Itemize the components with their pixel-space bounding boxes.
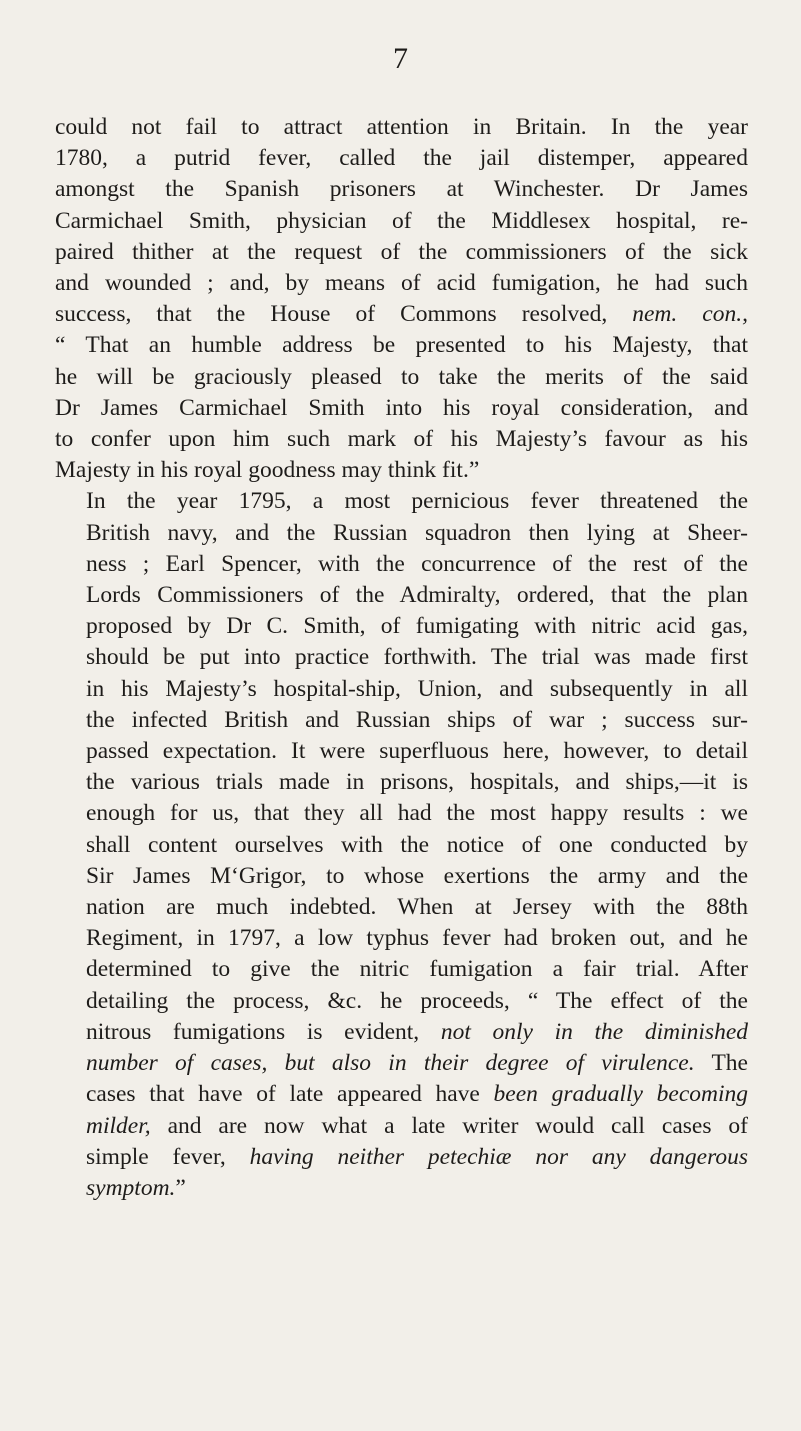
text-line: paired thither at the request of the commissioners of the sick	[55, 238, 748, 265]
text-line: 1780, a putrid fever, called the jail distemper, appeared	[55, 145, 748, 172]
italic-fragment: having neither petechiæ nor any dangerous	[249, 1143, 749, 1170]
text-line	[55, 1111, 748, 1142]
body-text	[55, 112, 748, 1204]
text-fragment: The	[711, 1050, 748, 1077]
text-fragment: and are now what a late writer would call cases of	[167, 1112, 748, 1139]
text-line: British navy, and the Russian squadron then lying at Sheer-	[86, 519, 748, 546]
text-line: Regiment, in 1797, a low typhus fever had broken out, and he	[86, 925, 748, 952]
text-line: amongst the Spanish prisoners at Winchester. Dr James	[55, 176, 748, 203]
text-line: detailing the process, &c. he proceeds, “ The effect of the	[86, 987, 748, 1014]
page-number: 7	[393, 42, 408, 75]
paragraph-1	[55, 112, 748, 486]
text-line	[55, 299, 748, 330]
text-line: should be put into practice forthwith. The trial was made first	[86, 644, 748, 671]
text-line: to confer upon him such mark of his Majesty’s favour as his	[55, 426, 748, 453]
text-line: the infected British and Russian ships of war ; success sur-	[86, 706, 748, 733]
text-line: Dr James Carmichael Smith into his royal consideration, and	[55, 394, 748, 421]
text-fragment: ”	[175, 1174, 186, 1201]
text-line: enough for us, that they all had the most happy results : we	[86, 800, 748, 827]
text-line: the various trials made in prisons, hospitals, and ships,—it is	[86, 769, 748, 796]
text-line: could not fail to attract attention in Britain. In the year	[55, 114, 748, 140]
italic-fragment: been gradually becoming	[493, 1081, 748, 1108]
paragraph-2	[55, 486, 748, 1204]
text-line	[55, 1017, 748, 1048]
italic-fragment: not only in the diminished	[440, 1018, 748, 1045]
text-fragment: simple fever,	[86, 1143, 226, 1170]
text-line: Carmichael Smith, physician of the Middlesex hospital, re-	[55, 207, 748, 234]
text-line: Majesty in his royal goodness may think fit.”	[55, 457, 480, 484]
text-fragment: cases that have of late appeared have	[86, 1081, 480, 1108]
italic-fragment: symptom.	[86, 1174, 176, 1201]
italic-fragment: number of cases, but also in their degree of virulence.	[86, 1050, 695, 1077]
text-line	[55, 1142, 748, 1173]
text-line: proposed by Dr C. Smith, of fumigating with nitric acid gas,	[86, 613, 748, 640]
text-line: “ That an humble address be presented to his Majesty, that	[55, 332, 748, 359]
italic-fragment: nem. con.,	[632, 301, 748, 328]
text-line: he will be graciously pleased to take the merits of the said	[55, 363, 748, 390]
text-fragment: success, that the House of Commons resolved,	[55, 301, 608, 328]
text-line	[55, 1048, 748, 1079]
text-line: determined to give the nitric fumigation a fair trial. After	[86, 956, 748, 983]
text-line: shall content ourselves with the notice of one conducted by	[86, 831, 748, 858]
text-line: nation are much indebted. When at Jersey with the 88th	[86, 894, 748, 921]
text-fragment: nitrous fumigations is evident,	[86, 1018, 420, 1045]
text-line: Sir James M‘Grigor, to whose exertions the army and the	[86, 862, 748, 889]
italic-fragment: milder,	[86, 1112, 151, 1139]
text-line: in his Majesty’s hospital-ship, Union, and subsequently in all	[86, 675, 748, 702]
text-line	[55, 1079, 748, 1110]
text-line: Lords Commissioners of the Admiralty, ordered, that the plan	[86, 582, 748, 609]
text-line: and wounded ; and, by means of acid fumigation, he had such	[55, 270, 748, 297]
text-line: passed expectation. It were superfluous here, however, to detail	[86, 738, 748, 765]
text-line: In the year 1795, a most pernicious fever threatened the	[86, 488, 748, 515]
text-line	[55, 1173, 748, 1204]
text-line: ness ; Earl Spencer, with the concurrence of the rest of the	[86, 550, 748, 577]
